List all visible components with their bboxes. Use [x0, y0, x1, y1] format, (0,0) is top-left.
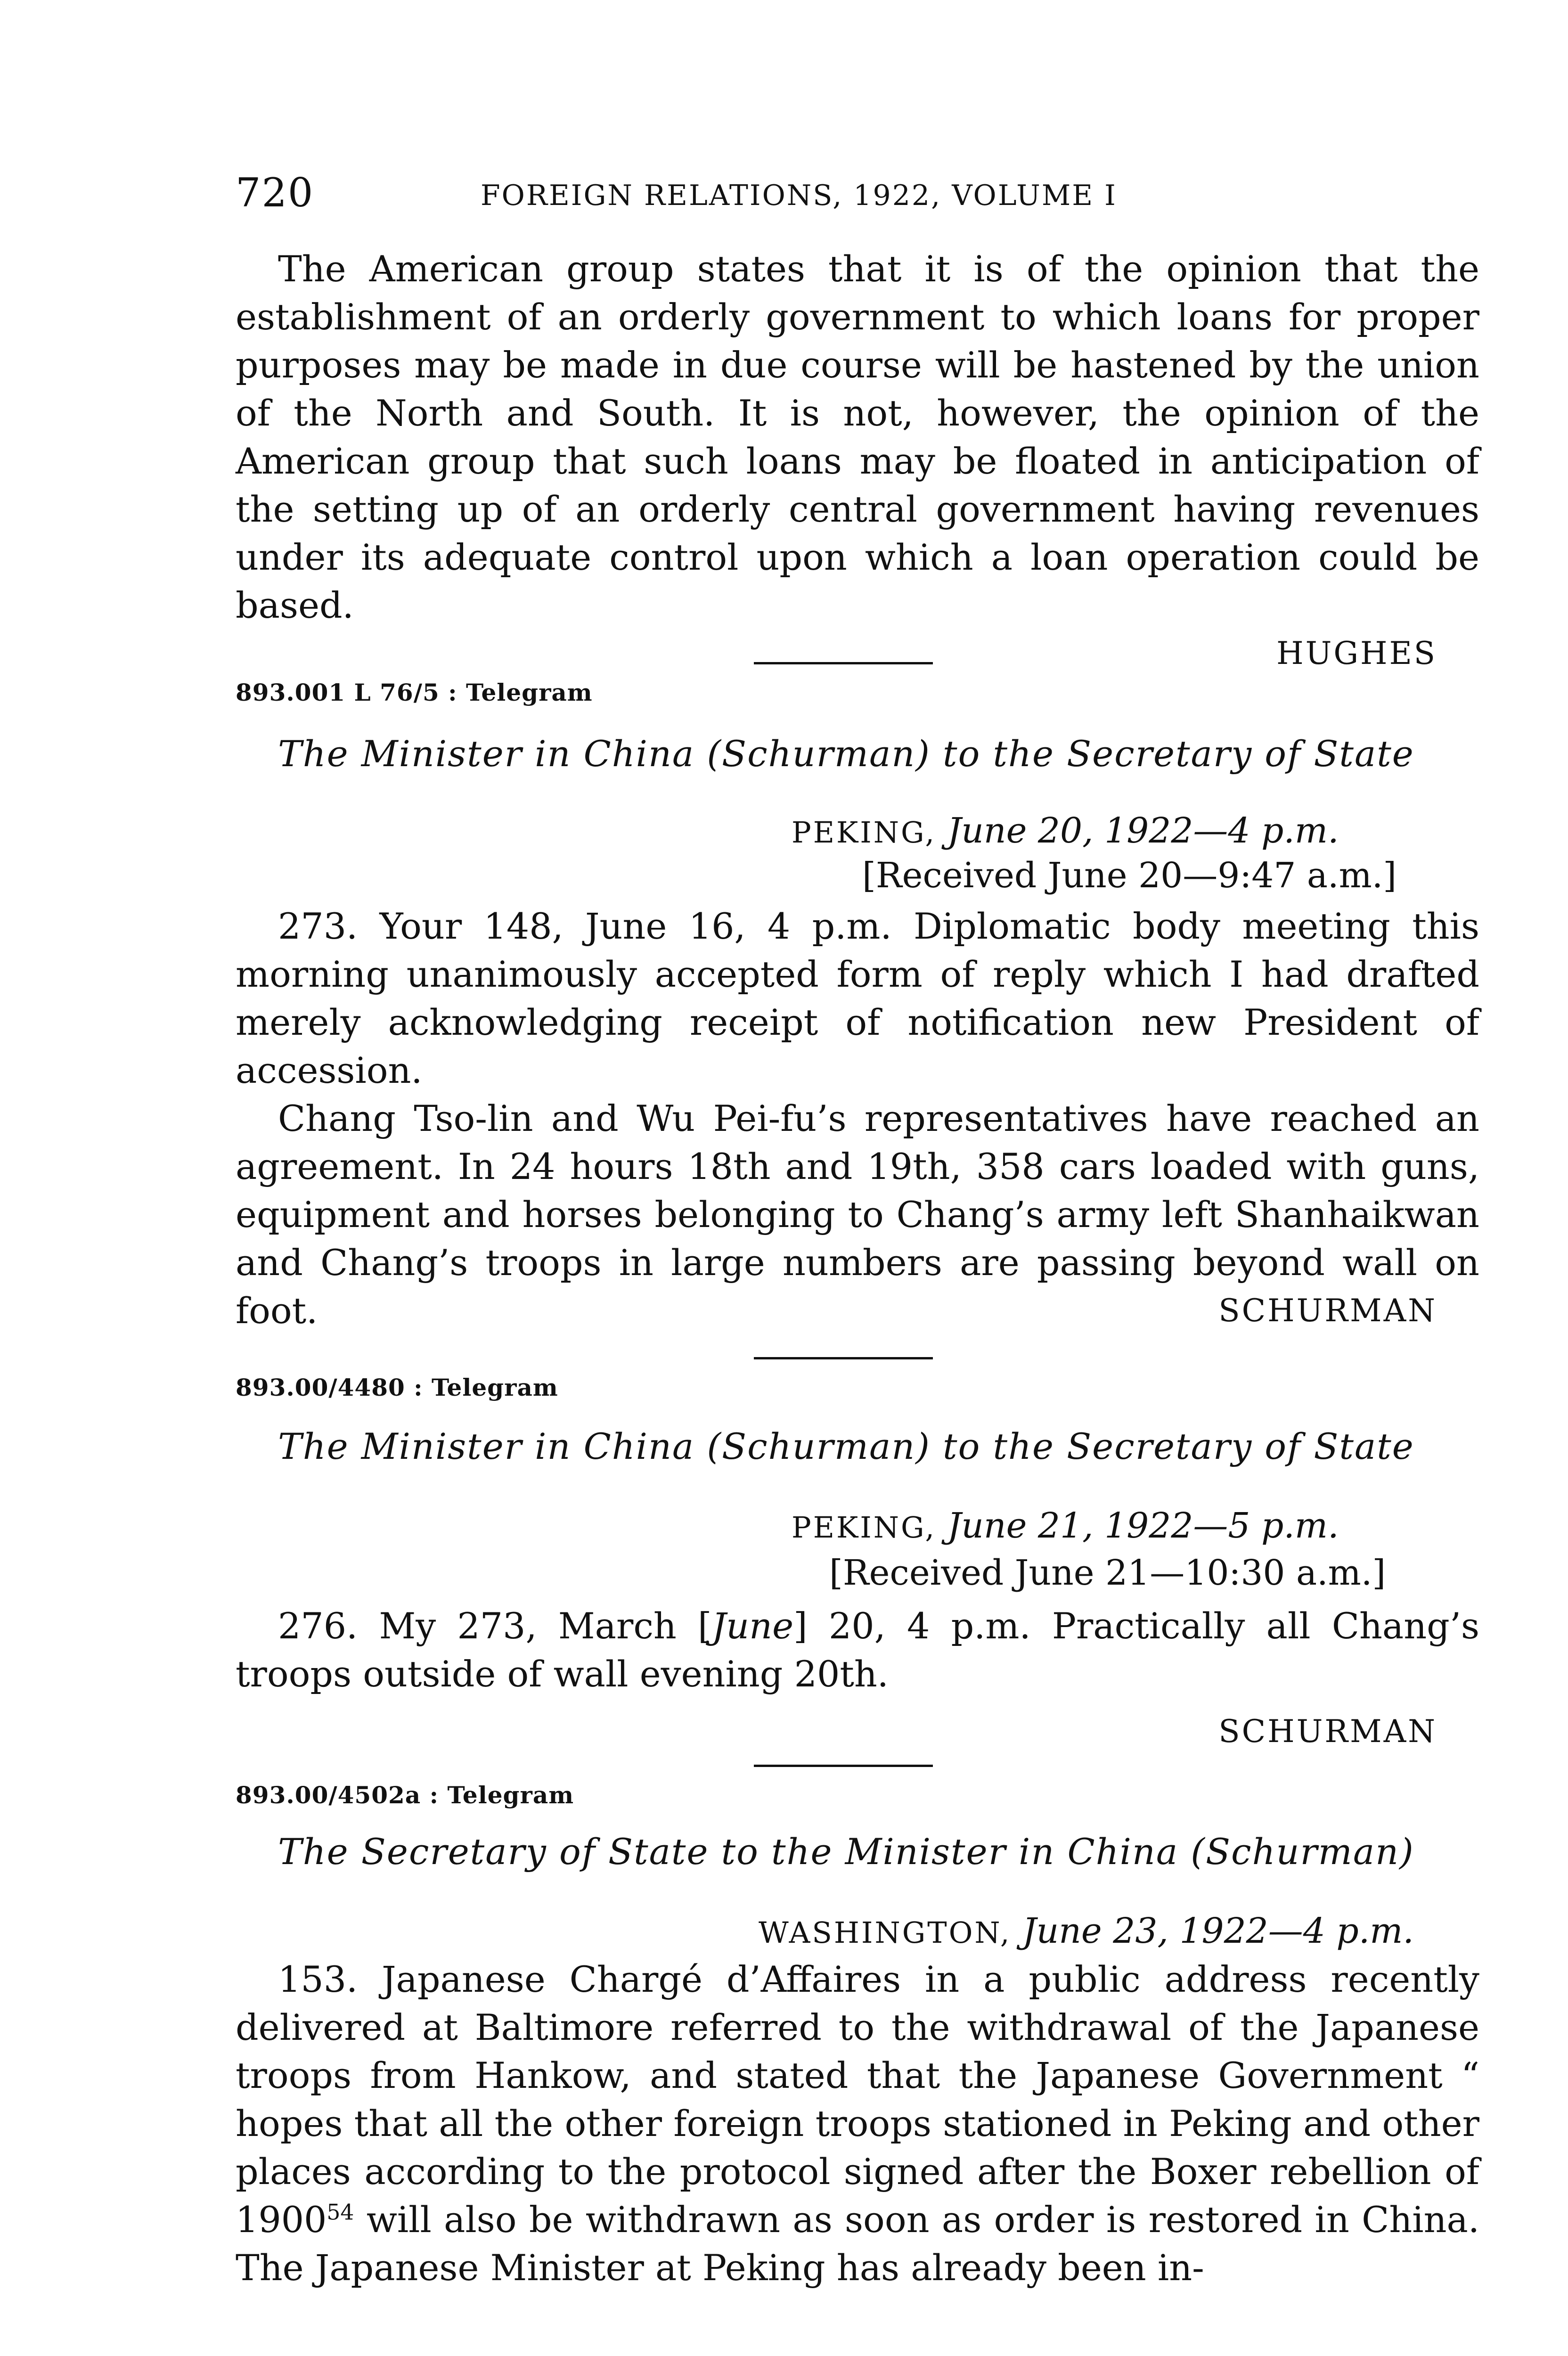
dateline: [792, 1505, 1339, 1546]
body-paragraph: Chang Tso-lin and Wu Pei-fu’s representatives have reached an agreement. In 24 hours 18th and 19th, 358 cars loaded with guns, equipment and horses belonging to Chang’s army left Shanhaikwan and Chang’s troops in large numbers are passing beyond wall on foot.: [236, 1097, 1479, 1332]
body-paragraph: 273. Your 148, June 16, 4 p.m. Diplomatic body meeting this morning unanimously accepted form of reply which I had drafted merely acknowledging receipt of notification new President of accession.: [236, 905, 1479, 1091]
file-number: 893.00/4480 : Telegram: [236, 1374, 558, 1401]
body-paragraph: [236, 1955, 1479, 2292]
section-divider: [754, 1765, 933, 1767]
document-schurman-273: [236, 902, 1479, 1335]
received-note: [Received June 21—10:30 a.m.]: [829, 1553, 1386, 1593]
dateline-place: PEKING,: [792, 815, 937, 850]
received-note: [Received June 20—9:47 a.m.]: [862, 855, 1397, 896]
paragraph-text: will also be withdrawn as soon as order is restored in China. The Japanese Minister at Peking has already been in-: [236, 2199, 1479, 2289]
dateline: [792, 810, 1339, 851]
paragraph-text: ] 20, 4 p.m. Practically all Chang’s troops outside of wall evening 20th.: [236, 1605, 1479, 1695]
running-title: FOREIGN RELATIONS, 1922, VOLUME I: [481, 179, 1117, 212]
document-heading: The Minister in China (Schurman) to the Secretary of State: [278, 1425, 1414, 1467]
document-heading: The Minister in China (Schurman) to the Secretary of State: [278, 733, 1414, 775]
page-number: 720: [236, 170, 314, 216]
document-heading: The Secretary of State to the Minister in China (Schurman): [278, 1831, 1414, 1873]
signature: SCHURMAN: [1218, 1293, 1437, 1329]
section-divider: [754, 1357, 933, 1359]
signature: SCHURMAN: [1218, 1713, 1437, 1750]
dateline-date: June 20, 1922—4 p.m.: [947, 810, 1339, 851]
running-header: [236, 170, 1479, 217]
dateline: [759, 1911, 1414, 1951]
footnote-reference[interactable]: 54: [327, 2200, 354, 2225]
document-secretary-153: [236, 1955, 1479, 2292]
paragraph-text: 153. Japanese Chargé d’Affaires in a public address recently delivered at Baltimore referred to the withdrawal of the Japanese troops from Hankow, and stated that the Japanese Government “ hopes that all the other foreign troops stationed in Peking and other places according to the protocol signed after the Boxer rebellion of 1900: [236, 1958, 1479, 2241]
signature: HUGHES: [1276, 635, 1437, 671]
body-paragraph: The American group states that it is of the opinion that the establishment of an orderly government to which loans for proper purposes may be made in due course will be hastened by the union of the North and South. It is not, however, the opinion of the American group that such loans may be floated in anticipation of the setting up of an orderly central government having revenues under its adequate control upon which a loan operation could be based.: [236, 248, 1479, 626]
dateline-place: PEKING,: [792, 1510, 937, 1545]
editorial-correction: June: [711, 1605, 794, 1647]
dateline-date: June 21, 1922—5 p.m.: [947, 1505, 1339, 1546]
page: [236, 0, 1479, 2356]
dateline-place: WASHINGTON,: [759, 1915, 1012, 1950]
file-number: 893.00/4502a : Telegram: [236, 1781, 574, 1809]
document-hughes: [236, 245, 1479, 678]
section-divider: [754, 662, 933, 664]
body-paragraph: [236, 1602, 1479, 1698]
file-number: 893.001 L 76/5 : Telegram: [236, 679, 593, 706]
paragraph-text: 276. My 273, March [: [278, 1605, 712, 1647]
dateline-date: June 23, 1922—4 p.m.: [1022, 1911, 1414, 1951]
document-schurman-276: [236, 1602, 1479, 1756]
